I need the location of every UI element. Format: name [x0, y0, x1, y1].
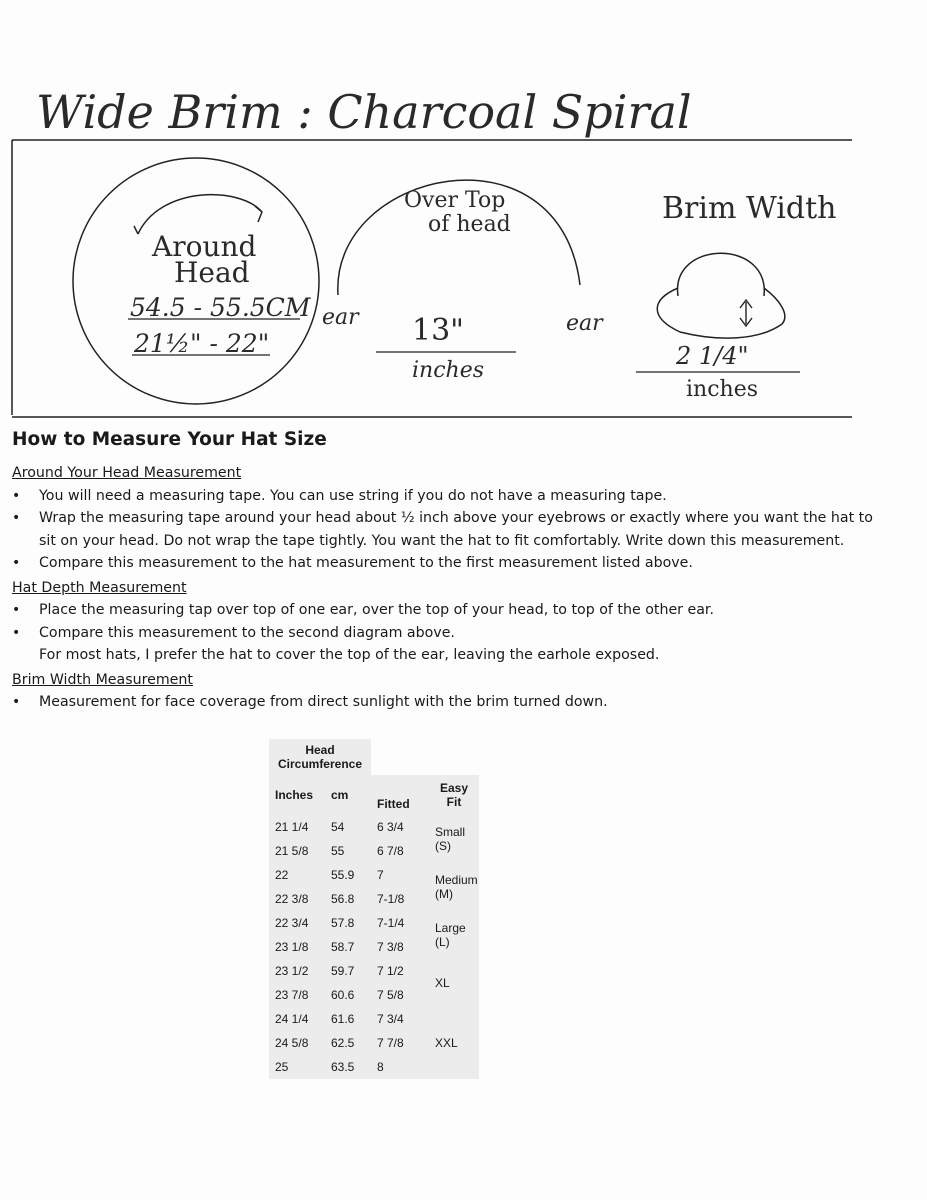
depth-bullets: [12, 599, 892, 644]
cell-cm: 61.6: [331, 1012, 355, 1026]
cell-fitted: 7 3/4: [377, 1012, 404, 1026]
cell-inches: 23 7/8: [275, 988, 309, 1002]
brim-label: Brim Width: [662, 191, 837, 226]
hat-crown: [678, 253, 765, 296]
cell-fitted: 7 1/2: [377, 964, 404, 978]
ear-left-label: ear: [322, 305, 359, 330]
cell-inches: 21 5/8: [275, 844, 309, 858]
easy-fit-medium: Medium (M): [435, 873, 478, 901]
around-head-label-1: Around: [152, 230, 257, 263]
list-item: • Measurement for face coverage from direct sunlight with the brim turned down.: [12, 691, 892, 714]
section-title-around: Around Your Head Measurement: [12, 465, 242, 481]
brim-value: 2 1/4": [676, 342, 749, 370]
list-item: • Compare this measurement to the second diagram above.: [12, 622, 892, 645]
table-row: [269, 1007, 479, 1031]
instructions: [12, 428, 892, 714]
head-arc-arrow: [134, 195, 262, 234]
table-row: [269, 815, 479, 839]
col-fitted-header: Fitted: [371, 775, 429, 815]
around-head-label-2: Head: [174, 256, 250, 289]
col-easyfit-header: [429, 775, 479, 815]
list-item: • You will need a measuring tape. You can use string if you do not have a measuring tape.: [12, 485, 892, 508]
table-row: [269, 863, 479, 887]
easy-fit-small: Small (S): [435, 825, 466, 853]
around-head-cm: 54.5 - 55.5CM: [130, 293, 311, 322]
cell-fitted: 6 7/8: [377, 844, 404, 858]
cell-fitted: 7-1/4: [377, 916, 405, 930]
over-top-value: 13": [412, 313, 464, 348]
col-inches-header: Inches: [269, 775, 325, 815]
cell-inches: 22 3/8: [275, 892, 309, 906]
cell-fitted: 7-1/8: [377, 892, 405, 906]
ear-right-label: ear: [566, 311, 603, 336]
list-item: • Place the measuring tap over top of one ear, over the top of your head, to top of the other ear.: [12, 599, 892, 622]
easy-fit-large: Large (L): [435, 921, 466, 949]
over-top-label-2: of head: [428, 212, 511, 237]
brim-unit: inches: [686, 377, 759, 402]
easy-fit-xxl: XXL: [435, 1036, 458, 1050]
cell-cm: 55: [331, 844, 345, 858]
list-item: • Wrap the measuring tape around your head about ½ inch above your eyebrows or exactly where you want the hat to sit on your head. Do not wrap the tape tightly. You want the hat to fit comfortably. Write down this measurement.: [12, 507, 892, 552]
cell-cm: 62.5: [331, 1036, 355, 1050]
cell-inches: 23 1/8: [275, 940, 309, 954]
page-heading: How to Measure Your Hat Size: [12, 429, 327, 450]
cell-cm: 56.8: [331, 892, 355, 906]
brim-arrow: [740, 300, 752, 326]
over-top-label-1: Over Top: [404, 188, 506, 213]
cell-fitted: 7 5/8: [377, 988, 404, 1002]
cell-inches: 23 1/2: [275, 964, 309, 978]
list-item: • Compare this measurement to the hat measurement to the first measurement listed above.: [12, 552, 892, 575]
cell-fitted: 7 7/8: [377, 1036, 404, 1050]
section-title-brim: Brim Width Measurement: [12, 671, 193, 688]
cell-fitted: 6 3/4: [377, 820, 404, 834]
over-top-unit: inches: [412, 358, 485, 383]
cell-cm: 57.8: [331, 916, 355, 930]
cell-fitted: 7 3/8: [377, 940, 404, 954]
around-head-inches: 21½" - 22": [134, 329, 270, 358]
handwritten-title: Wide Brim : Charcoal Spiral: [36, 85, 692, 139]
cell-cm: 58.7: [331, 940, 355, 954]
depth-note: For most hats, I prefer the hat to cover the top of the ear, leaving the earhole exposed.: [39, 647, 660, 663]
section-title-depth: Hat Depth Measurement: [12, 579, 187, 596]
cell-inches: 24 5/8: [275, 1036, 309, 1050]
cell-inches: 22 3/4: [275, 916, 309, 930]
cell-fitted: 7: [377, 868, 384, 882]
cell-inches: 22: [275, 868, 289, 882]
head-circumference-header: Head Circumference: [269, 739, 371, 775]
cell-inches: 24 1/4: [275, 1012, 309, 1026]
brim-bullets: [12, 691, 892, 714]
easy-fit-label: Easy Fit: [439, 781, 469, 809]
cell-fitted: 8: [377, 1060, 384, 1074]
easy-fit-xl: XL: [435, 976, 450, 990]
size-table: [269, 739, 479, 1079]
measurement-diagram: [0, 60, 927, 430]
hat-brim: [657, 288, 785, 338]
cell-cm: 60.6: [331, 988, 355, 1002]
around-bullets: [12, 485, 892, 575]
cell-cm: 63.5: [331, 1060, 355, 1074]
cell-inches: 25: [275, 1060, 289, 1074]
cell-cm: 59.7: [331, 964, 355, 978]
table-row: [269, 959, 479, 983]
cell-cm: 55.9: [331, 868, 355, 882]
cell-cm: 54: [331, 820, 345, 834]
table-row: [269, 911, 479, 935]
col-cm-header: cm: [325, 775, 371, 815]
cell-inches: 21 1/4: [275, 820, 309, 834]
